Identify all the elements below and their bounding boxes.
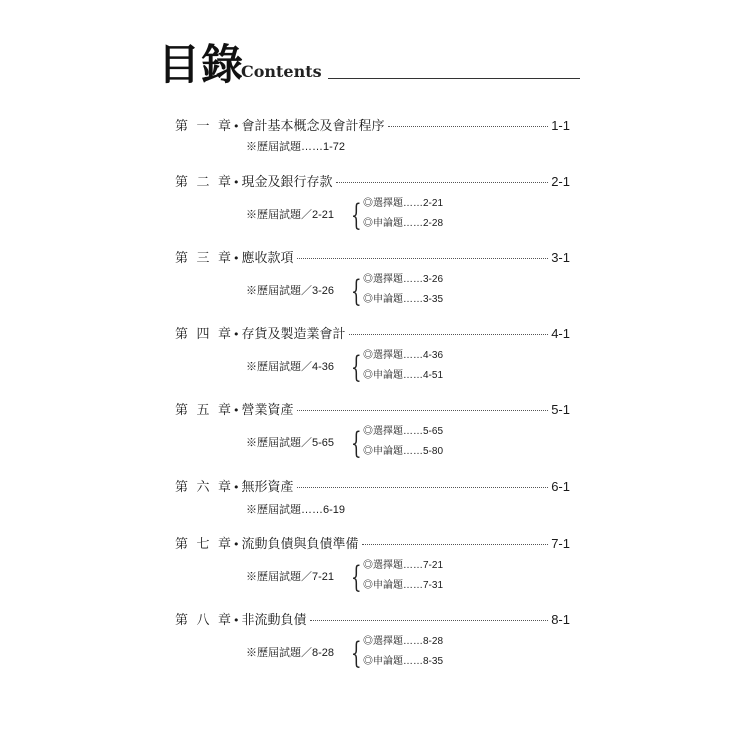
- toc-chapter-8[interactable]: [175, 611, 570, 671]
- chapter-number: 第 六 章: [175, 480, 231, 495]
- bullet: •: [233, 404, 240, 417]
- exam-entry: ※歷屆試題……1-72: [246, 141, 346, 153]
- chapter-number: 第 二 章: [175, 175, 231, 190]
- essay-entry: ◎申論題……8-35: [363, 656, 444, 667]
- chapter-title: 會計基本概念及會計程序: [241, 119, 385, 134]
- chapter-page: 3-1: [551, 250, 570, 265]
- page-subtitle: Contents: [241, 62, 322, 81]
- essay-entry: ◎申論題……5-80: [363, 446, 444, 457]
- bullet: •: [233, 252, 240, 265]
- bullet: •: [233, 538, 240, 551]
- chapter-heading: [175, 535, 570, 553]
- chapter-page: 8-1: [551, 612, 570, 627]
- exam-entry: ※歷屆試題……6-19: [246, 504, 346, 516]
- toc-chapter-4[interactable]: [175, 325, 570, 385]
- chapter-title: 現金及銀行存款: [241, 175, 333, 190]
- chapter-title: 非流動負債: [241, 613, 307, 628]
- toc-chapter-2[interactable]: [175, 173, 570, 233]
- exam-label: ※歷屆試題／3-26: [246, 285, 335, 297]
- chapter-number: 第 四 章: [175, 327, 231, 342]
- essay-entry: ◎申論題……3-35: [363, 294, 444, 305]
- essay-entry: ◎申論題……4-51: [363, 370, 444, 381]
- chapter-heading: [175, 249, 570, 267]
- brace-icon: {: [351, 560, 362, 595]
- page-title: 目錄: [158, 40, 245, 89]
- dot-leader: [336, 182, 549, 183]
- bullet: •: [233, 481, 240, 494]
- exam-label: ※歷屆試題／7-21: [246, 571, 335, 583]
- bullet: •: [233, 176, 240, 189]
- dot-leader: [388, 126, 549, 127]
- chapter-heading: [175, 401, 570, 419]
- chapter-number: 第 八 章: [175, 613, 231, 628]
- chapter-heading: [175, 173, 570, 191]
- choice-entry: ◎選擇題……4-36: [363, 350, 444, 361]
- chapter-number: 第 三 章: [175, 251, 231, 266]
- choice-entry: ◎選擇題……7-21: [363, 560, 444, 571]
- chapter-title: 營業資產: [241, 403, 294, 418]
- title-rule: [328, 78, 580, 79]
- dot-leader: [349, 334, 549, 335]
- brace-icon: {: [351, 426, 362, 461]
- chapter-title: 存貨及製造業會計: [241, 327, 346, 342]
- chapter-number: 第 七 章: [175, 537, 231, 552]
- toc-header: [158, 40, 588, 90]
- chapter-title: 應收款項: [241, 251, 294, 266]
- toc-chapter-7[interactable]: [175, 535, 570, 595]
- exam-label: ※歷屆試題／4-36: [246, 361, 335, 373]
- chapter-page: 2-1: [551, 174, 570, 189]
- bullet: •: [233, 120, 240, 133]
- dot-leader: [297, 258, 549, 259]
- brace-icon: {: [351, 198, 362, 233]
- toc-chapter-3[interactable]: [175, 249, 570, 309]
- chapter-title: 流動負債與負債準備: [241, 537, 359, 552]
- toc-chapter-6[interactable]: [175, 478, 570, 516]
- essay-entry: ◎申論題……7-31: [363, 580, 444, 591]
- choice-entry: ◎選擇題……8-28: [363, 636, 444, 647]
- chapter-page: 1-1: [551, 118, 570, 133]
- brace-icon: {: [351, 636, 362, 671]
- brace-icon: {: [351, 274, 362, 309]
- chapter-heading: [175, 325, 570, 343]
- chapter-title: 無形資產: [241, 480, 294, 495]
- bullet: •: [233, 328, 240, 341]
- chapter-page: 7-1: [551, 536, 570, 551]
- exam-label: ※歷屆試題／8-28: [246, 647, 335, 659]
- essay-entry: ◎申論題……2-28: [363, 218, 444, 229]
- choice-entry: ◎選擇題……5-65: [363, 426, 444, 437]
- exam-label: ※歷屆試題／2-21: [246, 209, 335, 221]
- dot-leader: [297, 487, 549, 488]
- brace-icon: {: [351, 350, 362, 385]
- chapter-heading: [175, 478, 570, 496]
- chapter-heading: [175, 117, 570, 135]
- chapter-page: 5-1: [551, 402, 570, 417]
- toc-chapter-1[interactable]: [175, 117, 570, 153]
- chapter-heading: [175, 611, 570, 629]
- bullet: •: [233, 614, 240, 627]
- dot-leader: [297, 410, 549, 411]
- chapter-page: 6-1: [551, 479, 570, 494]
- exam-label: ※歷屆試題／5-65: [246, 437, 335, 449]
- dot-leader: [362, 544, 549, 545]
- chapter-page: 4-1: [551, 326, 570, 341]
- toc-chapter-5[interactable]: [175, 401, 570, 461]
- chapter-number: 第 一 章: [175, 119, 231, 134]
- choice-entry: ◎選擇題……2-21: [363, 198, 444, 209]
- chapter-number: 第 五 章: [175, 403, 231, 418]
- dot-leader: [310, 620, 549, 621]
- choice-entry: ◎選擇題……3-26: [363, 274, 444, 285]
